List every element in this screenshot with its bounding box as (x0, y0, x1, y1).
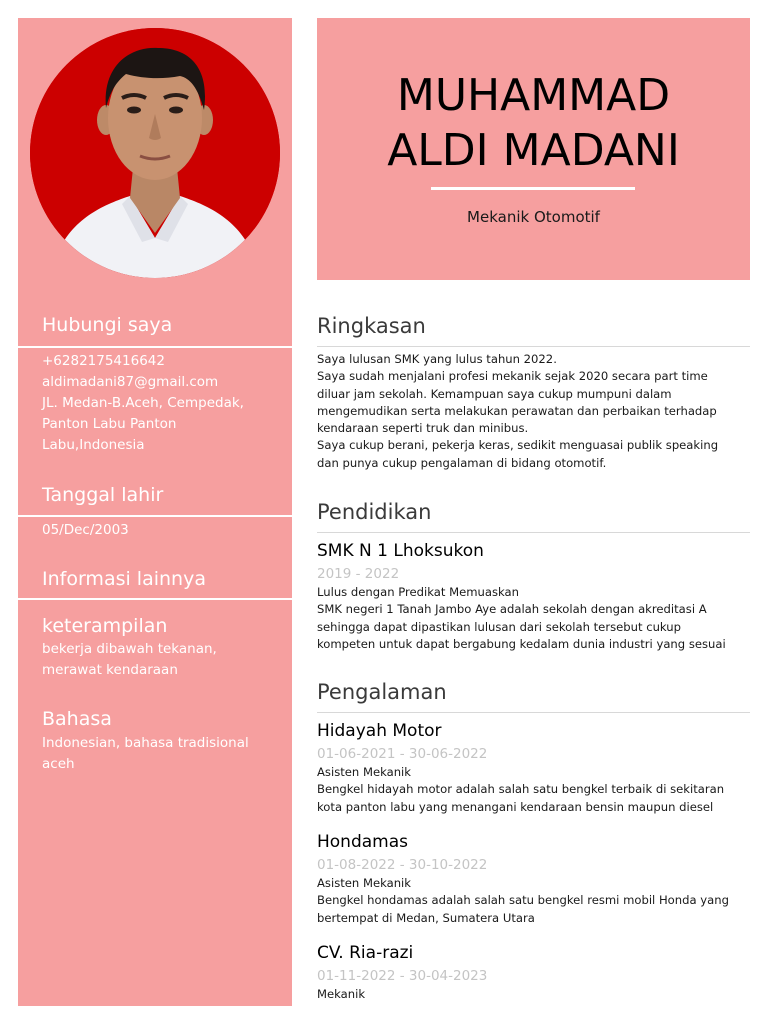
skills-heading: keterampilan (42, 615, 168, 637)
contact-info (42, 351, 272, 456)
address-line: Panton Labu Panton (42, 416, 177, 432)
summary-line: Saya lulusan SMK yang lulus tahun 2022. (317, 352, 557, 366)
phone-text: +6282175416642 (42, 353, 165, 369)
job-period: 01-08-2022 - 30-10-2022 (317, 857, 488, 873)
summary-line: diluar jam sekolah. Kemampuan saya cukup mumpuni dalam (317, 386, 672, 401)
address-line: JL. Medan-B.Aceh, Cempedak, (42, 395, 244, 411)
job-line: kota panton labu yang menangani kendaraan bensin maupun diesel (317, 799, 714, 814)
job-period: 01-06-2021 - 30-06-2022 (317, 746, 488, 762)
birthdate-heading: Tanggal lahir (42, 484, 164, 506)
experience-divider (317, 712, 750, 713)
language-line: Indonesian, bahasa tradisional (42, 735, 249, 751)
job-description (317, 875, 737, 927)
email-text: aldimadani87@gmail.com (42, 374, 219, 390)
name-header (317, 18, 750, 280)
name-line: MUHAMMAD (396, 70, 671, 121)
skills-list (42, 639, 272, 681)
education-text (317, 584, 737, 653)
other-info-heading: Informasi lainnya (42, 568, 206, 590)
job-company: Hondamas (317, 832, 409, 852)
summary-text (317, 351, 737, 472)
job-company: CV. Ria-razi (317, 943, 414, 963)
sidebar (18, 18, 292, 1006)
summary-line: Saya sudah menjalani profesi mekanik sejak 2020 secara part time (317, 369, 708, 384)
school-name: SMK N 1 Lhoksukon (317, 541, 484, 561)
job-line: Asisten Mekanik (317, 765, 411, 779)
job-description (317, 986, 737, 1003)
birthdate-value (42, 520, 272, 541)
job-description (317, 764, 737, 816)
job-line: Mekanik (317, 987, 366, 1001)
summary-line: Saya cukup berani, pekerja keras, sedikit menguasai publik speaking (317, 438, 719, 453)
job-line: Bengkel hondamas adalah salah satu bengkel resmi mobil Honda yang (317, 893, 729, 908)
job-line: Asisten Mekanik (317, 876, 411, 890)
address-line: Labu,Indonesia (42, 437, 145, 453)
skill-line: merawat kendaraan (42, 662, 178, 678)
birthdate-text: 05/Dec/2003 (42, 522, 129, 538)
name-line: ALDI MADANI (387, 125, 680, 176)
full-name (317, 68, 750, 178)
contact-heading: Hubungi saya (42, 314, 173, 336)
education-line: sehingga dapat dipastikan lulusan dari sekolah tersebut cukup (317, 619, 681, 634)
summary-title: Ringkasan (317, 314, 426, 338)
education-title: Pendidikan (317, 500, 432, 524)
skill-line: bekerja dibawah tekanan, (42, 641, 217, 657)
job-line: Bengkel hidayah motor adalah salah satu bengkel terbaik di sekitaran (317, 782, 725, 797)
other-info-divider (18, 598, 292, 600)
profile-photo (30, 28, 280, 278)
birthdate-divider (18, 515, 292, 517)
education-divider (317, 532, 750, 533)
job-title: Mekanik Otomotif (467, 208, 600, 226)
summary-line: mengemudikan serta melakukan perawatan dan perbaikan terhadap (317, 403, 717, 418)
education-line: kompeten untuk dapat bergabung kedalam dunia industri yang sesuai (317, 636, 726, 651)
language-heading: Bahasa (42, 708, 112, 730)
language-line: aceh (42, 756, 75, 772)
language-list (42, 733, 272, 775)
job-company: Hidayah Motor (317, 721, 442, 741)
experience-title: Pengalaman (317, 680, 447, 704)
job-period: 01-11-2022 - 30-04-2023 (317, 968, 488, 984)
summary-divider (317, 346, 750, 347)
education-line: SMK negeri 1 Tanah Jambo Aye adalah sekolah dengan akreditasi A (317, 602, 707, 617)
education-line: Lulus dengan Predikat Memuaskan (317, 585, 519, 599)
summary-line: dan punya cukup pengalaman di bidang otomotif. (317, 455, 607, 470)
portrait-image (30, 28, 280, 278)
job-line: bertempat di Medan, Sumatera Utara (317, 910, 535, 925)
name-underline (431, 187, 635, 190)
education-period: 2019 - 2022 (317, 566, 400, 582)
contact-divider (18, 346, 292, 348)
summary-line: kendaraan seperti truk dan minibus. (317, 421, 529, 436)
